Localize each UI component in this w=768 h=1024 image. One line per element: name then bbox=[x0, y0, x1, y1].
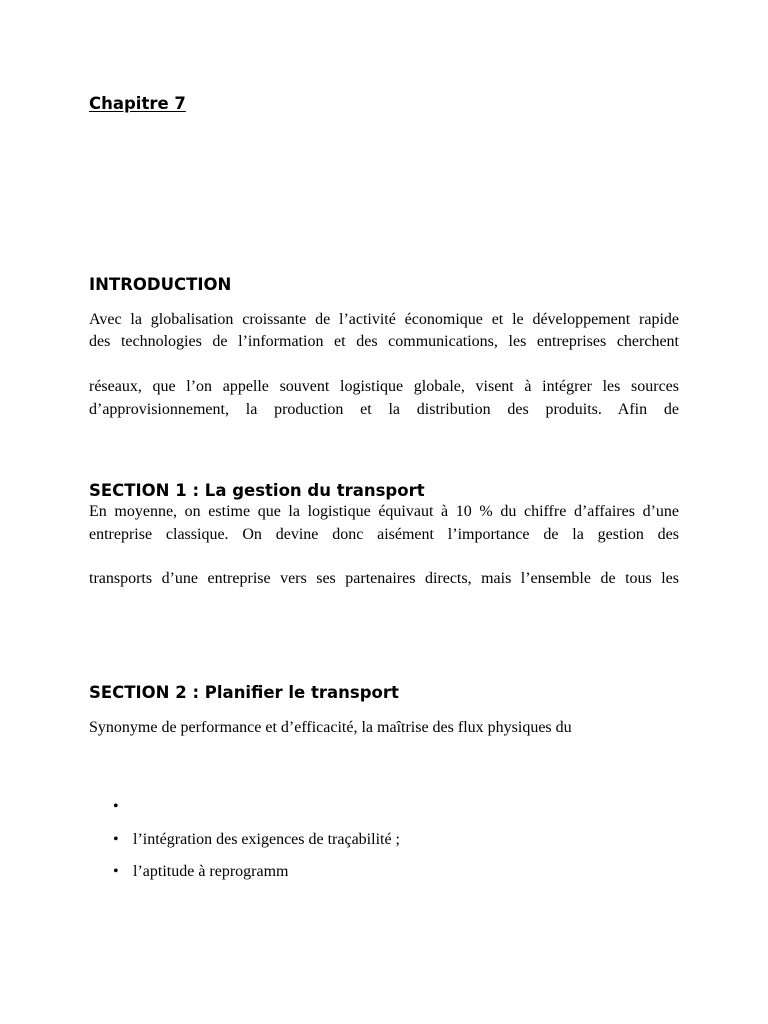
introduction-line: des technologies de l’information et des communications, les entreprises cherchent bbox=[89, 333, 679, 350]
introduction-line: Avec la globalisation croissante de l’activité économique et le développement rapide bbox=[89, 311, 679, 328]
introduction-line: réseaux, que l’on appelle souvent logistique globale, visent à intégrer les sources bbox=[89, 378, 679, 395]
section1-heading: SECTION 1 : La gestion du transport bbox=[89, 481, 425, 500]
section2-heading: SECTION 2 : Planifier le transport bbox=[89, 683, 399, 702]
chapter-title: Chapitre 7 bbox=[89, 94, 186, 113]
introduction-heading: INTRODUCTION bbox=[89, 275, 232, 294]
section1-line: En moyenne, on estime que la logistique équivaut à 10 % du chiffre d’affaires d’une bbox=[89, 503, 679, 520]
bullet-marker: • bbox=[113, 798, 119, 815]
section2-line: Synonyme de performance et d’efficacité, la maîtrise des flux physiques du bbox=[89, 719, 572, 736]
bullet-marker: • bbox=[113, 831, 119, 848]
bullet-item: l’intégration des exigences de traçabilité ; bbox=[133, 831, 400, 848]
introduction-line: d’approvisionnement, la production et la distribution des produits. Afin de bbox=[89, 401, 679, 418]
section1-line: entreprise classique. On devine donc aisément l’importance de la gestion des bbox=[89, 526, 679, 543]
section1-line: transports d’une entreprise vers ses partenaires directs, mais l’ensemble de tous les bbox=[89, 570, 679, 587]
bullet-marker: • bbox=[113, 863, 119, 880]
bullet-item: l’aptitude à reprogramm bbox=[133, 863, 289, 880]
